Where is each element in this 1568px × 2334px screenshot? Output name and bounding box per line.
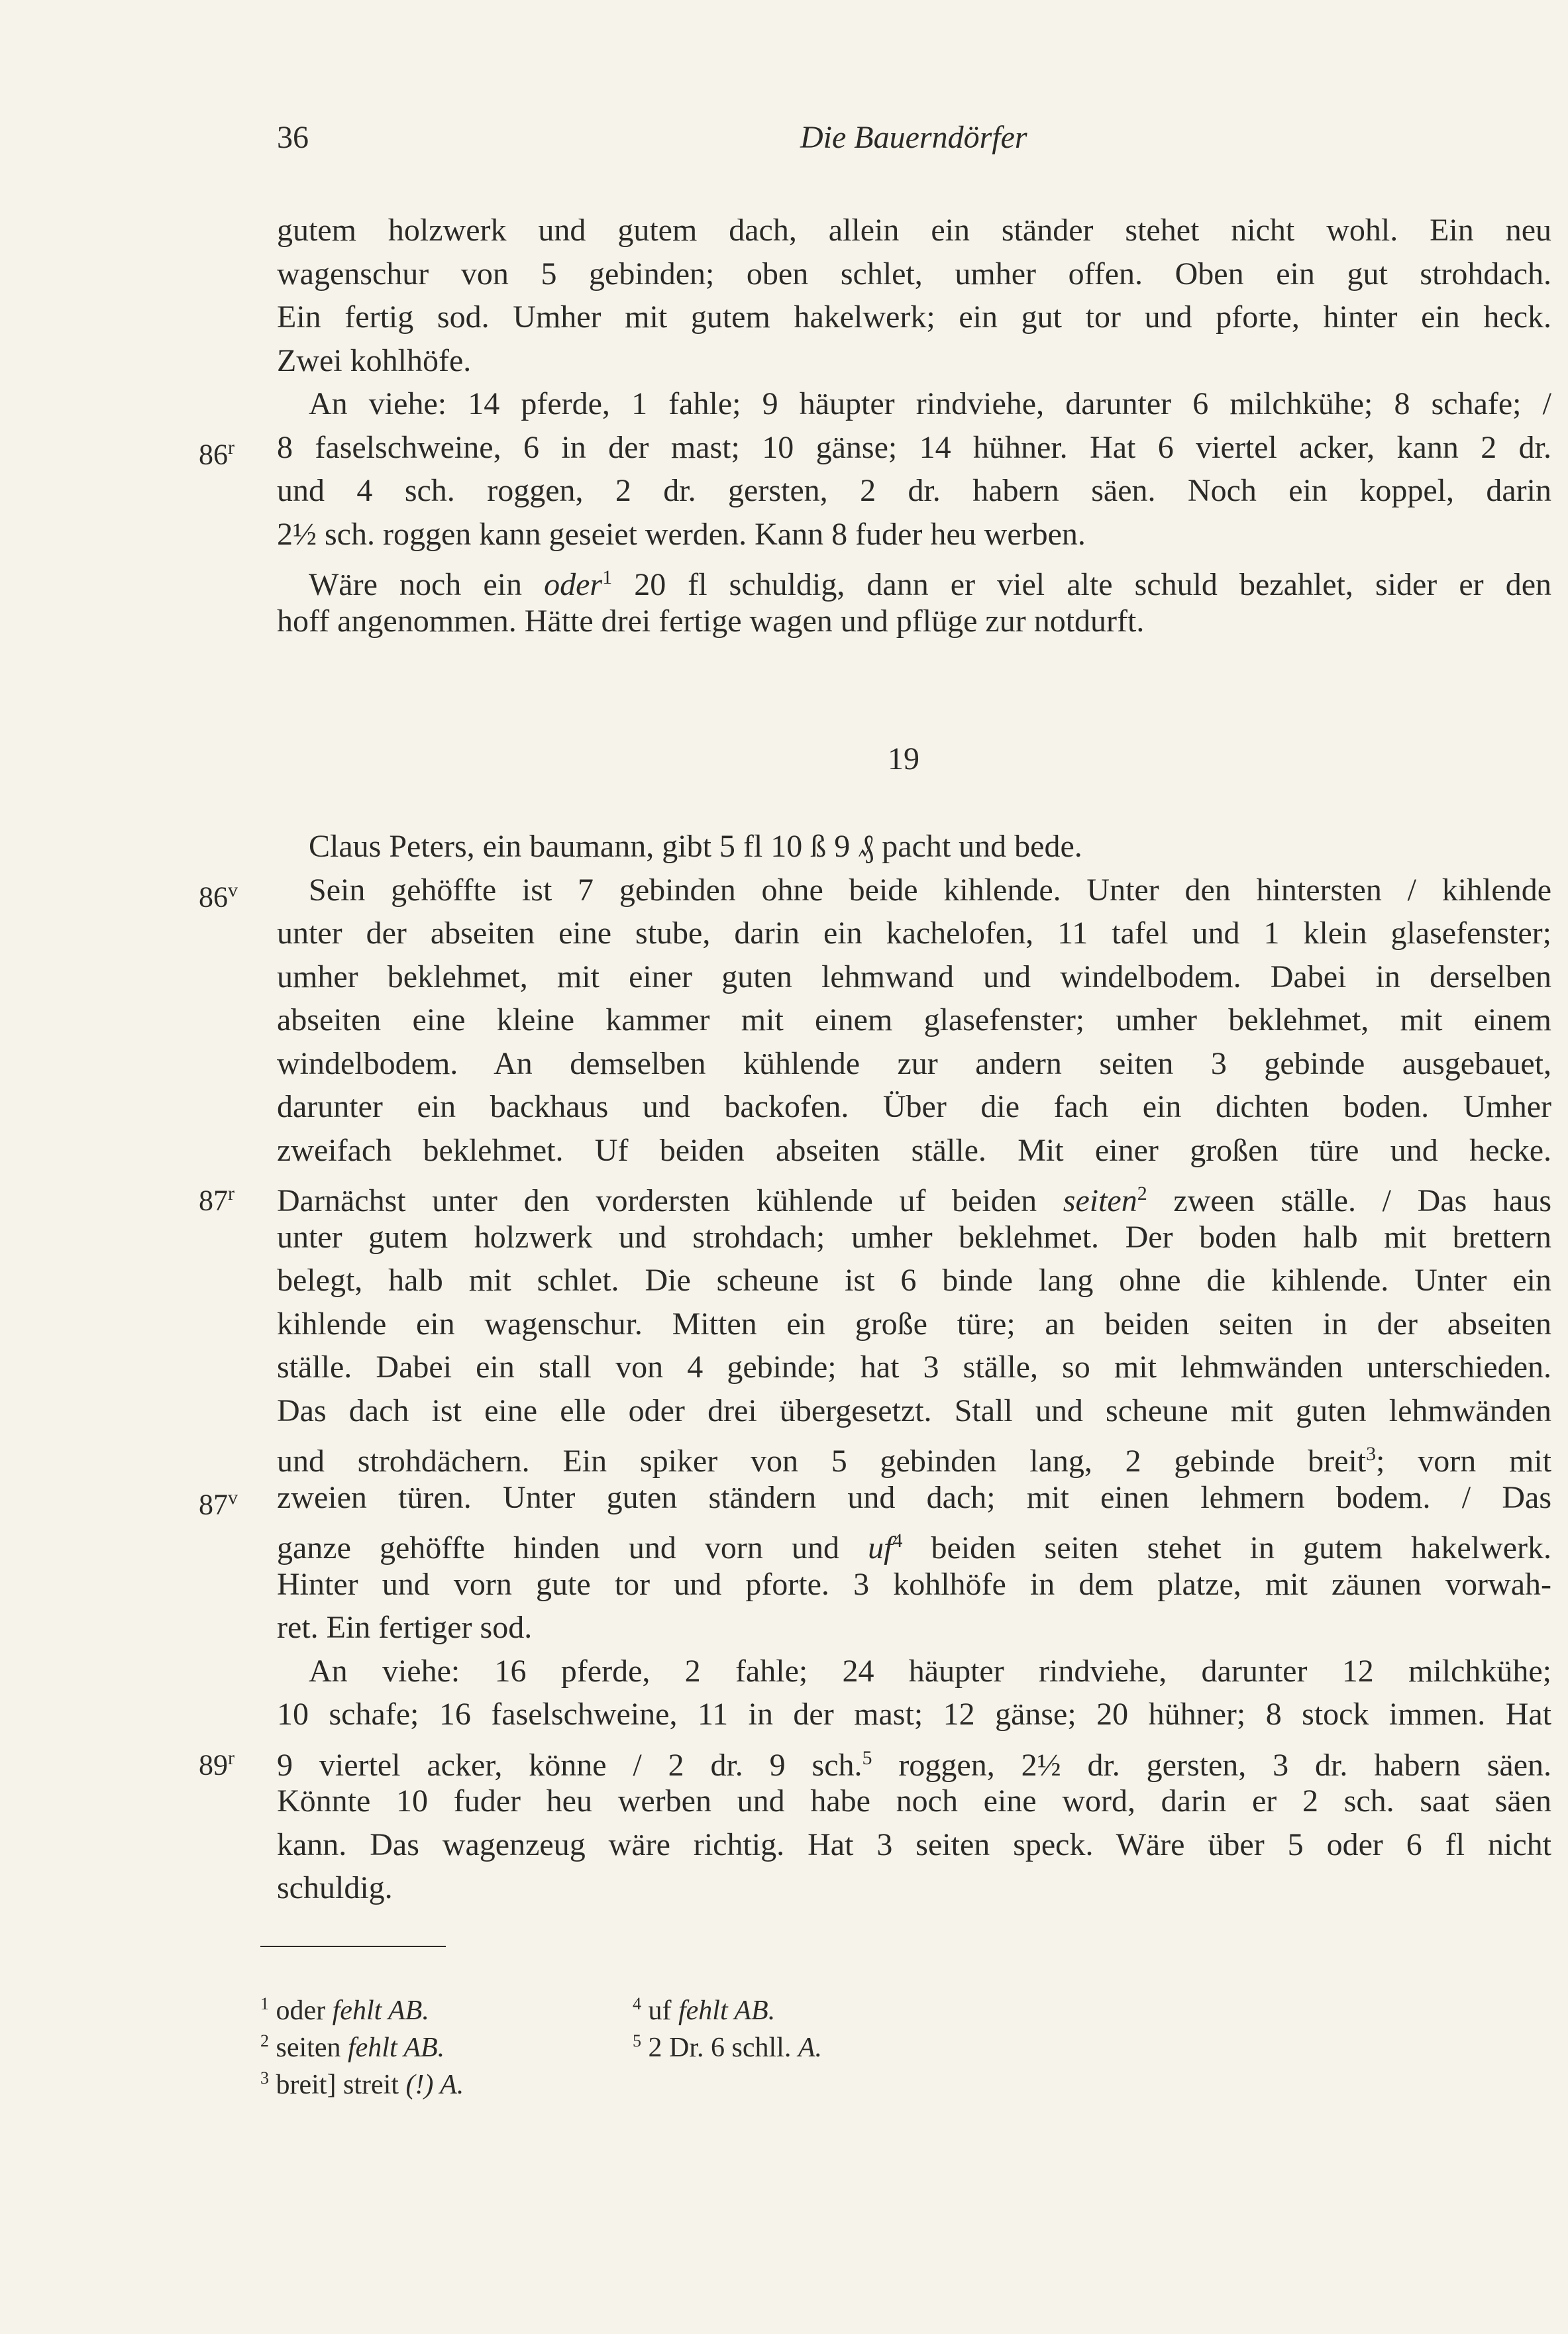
text-line: umher beklehmet, mit einer guten lehmwand und windelbodem. Dabei in derselben <box>277 959 1551 994</box>
folio-margin-note: 89$^r$ <box>199 1746 235 1781</box>
text-line: abseiten eine kleine kammer mit einem glasefenster; umher beklehmet, mit einem <box>277 1002 1551 1037</box>
text-line: An viehe: 14 pferde, 1 fahle; 9 häupter rindviehe, darunter 6 milchkühe; 8 schafe; / <box>309 386 1551 421</box>
text-line: Das dach ist eine elle oder drei übergesetzt. Stall und scheune mit guten lehmwänden <box>277 1393 1551 1428</box>
folio-margin-note: 86$^v$ <box>199 878 238 914</box>
text-line: zweifach beklehmet. Uf beiden abseiten ställe. Mit einer großen türe und hecke. <box>277 1132 1551 1168</box>
footnote-ref: 4 <box>892 1530 903 1552</box>
text-line: ställe. Dabei ein stall von 4 gebinde; hat 3 ställe, so mit lehmwänden unterschieden. <box>277 1350 1551 1385</box>
text-line: 87$^v$ zweien türen. Unter guten ständern und dach; mit einen lehmern bodem. / Das <box>277 1476 1551 1520</box>
text-line: 10 schafe; 16 faselschweine, 11 in der mast; 12 gänse; 20 hühner; 8 stock immen. Hat <box>277 1697 1551 1732</box>
footnote-ref: 3 <box>1366 1443 1377 1465</box>
text-line: kihlende ein wagenschur. Mitten ein große türe; an beiden seiten in der abseiten <box>277 1306 1551 1342</box>
text-line: windelbodem. An demselben kühlende zur andern seiten 3 gebinde ausgebauet, <box>277 1045 1551 1081</box>
footnote-divider <box>260 1946 446 1947</box>
text-line: unter gutem holzwerk und strohdach; umher beklehmet. Der boden halb mit brettern <box>277 1219 1551 1255</box>
text-line: 89$^r$ 9 viertel acker, könne / 2 dr. 9 sch.$^5$ roggen, 2½ dr. gersten, 3 dr. habern säen. <box>277 1736 1551 1780</box>
text-line: darunter ein backhaus und backofen. Über die fach ein dichten boden. Umher <box>277 1089 1551 1124</box>
footnote: $^1$ oder fehlt AB. <box>260 1994 429 2026</box>
page-number: 36 <box>277 120 309 155</box>
section-number: 19 <box>888 741 919 776</box>
text-block-2 <box>199 825 1552 1910</box>
text-line: kann. Das wagenzeug wäre richtig. Hat 3 seiten speck. Wäre über 5 oder 6 fl nicht <box>277 1827 1551 1862</box>
footnote-ref: 1 <box>602 566 613 588</box>
text-line: und 4 sch. roggen, 2 dr. gersten, 2 dr. habern säen. Noch ein koppel, darin <box>277 473 1551 508</box>
text-line: belegt, halb mit schlet. Die scheune ist 6 binde lang ohne die kihlende. Unter ein <box>277 1263 1551 1298</box>
running-title: Die Bauerndörfer <box>800 120 1027 155</box>
footnotes-right <box>633 1986 822 2063</box>
text-line: und strohdächern. Ein spiker von 5 gebinden lang, 2 gebinde breit$^3$; vorn mit <box>277 1443 1552 1479</box>
footnote: $^4$ uf fehlt AB. <box>633 1994 776 2026</box>
text-line: Hinter und vorn gute tor und pforte. 3 kohlhöfe in dem platze, mit zäunen vorwah- <box>277 1566 1551 1602</box>
footnote-ref: 5 <box>862 1746 872 1769</box>
folio-margin-note: 87$^v$ <box>199 1486 238 1521</box>
text-line: schuldig. <box>277 1870 393 1905</box>
text-line: An viehe: 16 pferde, 2 fahle; 24 häupter rindviehe, darunter 12 milchkühe; <box>309 1653 1551 1689</box>
footnotes-left <box>260 1986 464 2100</box>
folio-margin-note: 87$^r$ <box>199 1183 235 1217</box>
footnote: $^3$ breit] streit (!) A. <box>260 2068 464 2100</box>
text-line: Zwei kohlhöfe. <box>277 343 472 378</box>
text-line: wagenschur von 5 gebinden; oben schlet, umher offen. Oben ein gut strohdach. <box>277 256 1551 292</box>
footnote-ref: 2 <box>1137 1183 1147 1204</box>
text-line: Wäre noch ein oder$^1$ 20 fl schuldig, dann er viel alte schuld bezahlet, sider er den <box>309 566 1552 602</box>
text-line: ret. Ein fertiger sod. <box>277 1610 533 1645</box>
text-line: 87$^r$ Darnächst unter den vordersten kühlende uf beiden seiten$^2$ zween ställe. / Das haus <box>277 1172 1551 1216</box>
folio-margin-note: 86$^r$ <box>199 436 235 471</box>
text-line: unter der abseiten eine stube, darin ein kachelofen, 11 tafel und 1 klein glasefenster; <box>277 916 1551 951</box>
text-line: ganze gehöffte hinden und vorn und $uf^4$ beiden seiten stehet in gutem hakelwerk. <box>277 1530 1552 1565</box>
text-line: 86$^r$ 8 faselschweine, 6 in der mast; 10 gänse; 14 hühner. Hat 6 viertel acker, kann 2 dr. <box>277 426 1551 470</box>
footnote: $^5$ 2 Dr. 6 schll. A. <box>633 2031 822 2063</box>
text-line: Claus Peters, ein baumann, gibt 5 fl 10 ß 9 ₰ pacht und bede. <box>309 829 1082 864</box>
text-line: gutem holzwerk und gutem dach, allein ein ständer stehet nicht wohl. Ein neu <box>277 213 1551 248</box>
text-line: Ein fertig sod. Umher mit gutem hakelwerk; ein gut tor und pforte, hinter ein heck. <box>277 299 1551 335</box>
text-line: Könnte 10 fuder heu werben und habe noch eine word, darin er 2 sch. saat säen <box>277 1783 1551 1819</box>
text-line: 2½ sch. roggen kann geseiet werden. Kann 8 fuder heu werben. <box>277 516 1086 552</box>
page-header <box>277 119 1551 166</box>
text-line: hoff angenommen. Hätte drei fertige wagen und pflüge zur notdurft. <box>277 603 1145 639</box>
text-block-1 <box>199 209 1552 643</box>
footnote: $^2$ seiten fehlt AB. <box>260 2031 445 2063</box>
text-line: 86$^v$ Sein gehöffte ist 7 gebinden ohne beide kihlende. Unter den hintersten / kihlende <box>277 869 1551 912</box>
